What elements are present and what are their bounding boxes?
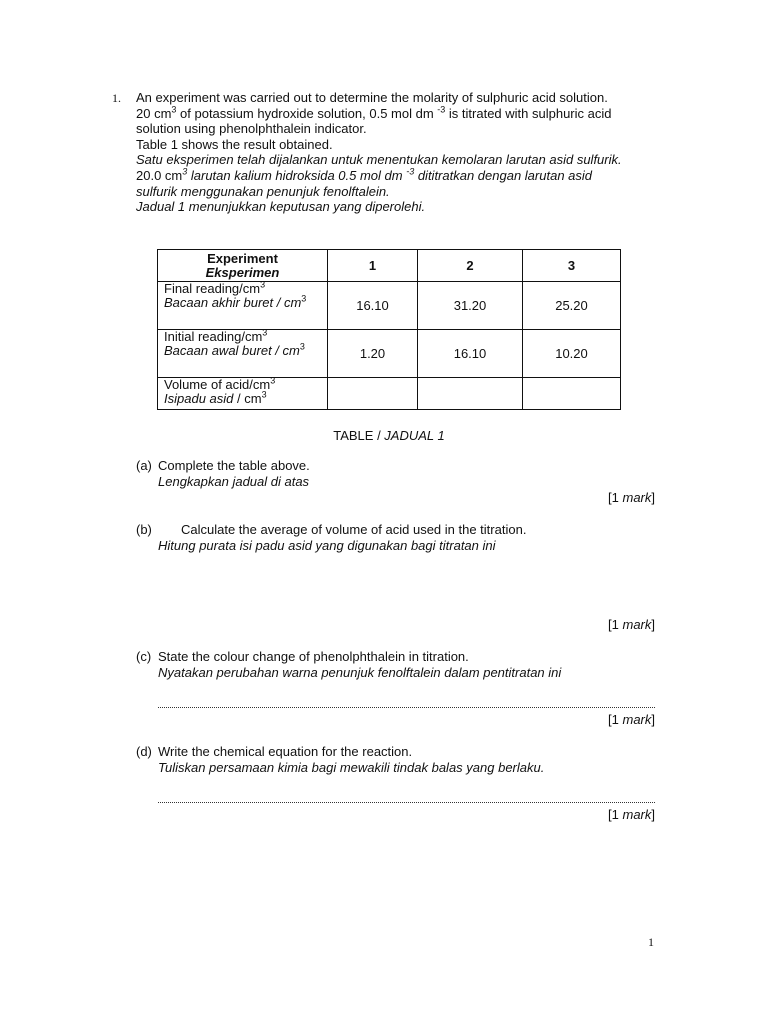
initial-reading-1: 1.20	[328, 330, 418, 378]
question-number: 1.	[112, 91, 121, 105]
table-row-volume	[158, 378, 621, 410]
question-d-answer-line[interactable]	[158, 802, 655, 803]
question-c-label: (c)	[136, 649, 152, 664]
intro-en-line1: An experiment was carried out to determine the molarity of sulphuric acid solution.	[136, 90, 608, 105]
page-number: 1	[648, 935, 654, 949]
volume-answer-1[interactable]	[328, 378, 418, 410]
intro-ms-line1: Satu eksperimen telah dijalankan untuk menentukan kemolaran larutan asid sulfurik.	[136, 152, 622, 168]
intro-ms-line3: sulfurik menggunakan penunjuk fenolftalein.	[136, 183, 390, 199]
final-reading-1: 16.10	[328, 282, 418, 330]
row-label-initial: Initial reading/$cm^3$ Bacaan awal buret / $cm^3$	[158, 330, 328, 378]
intro-en-line2: 20 $cm^3$ of potassium hydroxide solution, 0.5 mol dm $^{-3}$ is titrated with sulphuric acid	[136, 104, 612, 121]
question-c-mark: [1 mark]	[608, 712, 655, 727]
question-intro	[136, 90, 655, 215]
header-col-3: 3	[523, 250, 621, 282]
intro-en-line4: Table 1 shows the result obtained.	[136, 136, 333, 152]
header-col-1: 1	[328, 250, 418, 282]
question-d-label: (d)	[136, 744, 152, 759]
intro-ms-line2: 20.0 $cm^3$ larutan kalium hidroksida 0.5 mol dm $^{-3}$ dititratkan dengan larutan asid	[136, 166, 593, 183]
table-row-initial	[158, 330, 621, 378]
question-c-answer-line[interactable]	[158, 707, 655, 708]
final-reading-2: 31.20	[418, 282, 523, 330]
row-label-final: Final reading/$cm^3$ Bacaan akhir buret / $cm^3$	[158, 282, 328, 330]
intro-en-line3: solution using phenolphthalein indicator.	[136, 121, 367, 137]
intro-ms-line4: Jadual 1 menunjukkan keputusan yang diperolehi.	[136, 199, 426, 215]
table-row-final	[158, 282, 621, 330]
initial-reading-3: 10.20	[523, 330, 621, 378]
question-a-label: (a)	[136, 458, 152, 473]
volume-answer-3[interactable]	[523, 378, 621, 410]
initial-reading-2: 16.10	[418, 330, 523, 378]
question-a-mark: [1 mark]	[608, 490, 655, 505]
row-label-volume: Volume of acid/$cm^3$ Isipadu asid / $cm^3$	[158, 378, 328, 410]
volume-answer-2[interactable]	[418, 378, 523, 410]
question-d-mark: [1 mark]	[608, 807, 655, 822]
table-header-row	[158, 250, 621, 282]
question-d-text: Write the chemical equation for the reaction. Tuliskan persamaan kimia bagi mewakili tindak balas yang berlaku.	[158, 744, 545, 775]
final-reading-3: 25.20	[523, 282, 621, 330]
question-b-mark: [1 mark]	[608, 617, 655, 632]
question-c-text: State the colour change of phenolphthalein in titration. Nyatakan perubahan warna penunjuk fenolftalein dalam pentitratan ini	[158, 649, 562, 680]
question-a-text: Complete the table above. Lengkapkan jadual di atas	[158, 458, 310, 489]
results-table	[157, 249, 621, 410]
header-experiment: Experiment Eksperimen	[158, 250, 328, 282]
question-b-label: (b)	[136, 522, 152, 537]
header-col-2: 2	[418, 250, 523, 282]
question-b-text: Calculate the average of volume of acid used in the titration. Hitung purata isi padu asid yang digunakan bagi titratan ini	[158, 522, 527, 553]
table-caption: TABLE / JADUAL 1	[333, 428, 445, 443]
